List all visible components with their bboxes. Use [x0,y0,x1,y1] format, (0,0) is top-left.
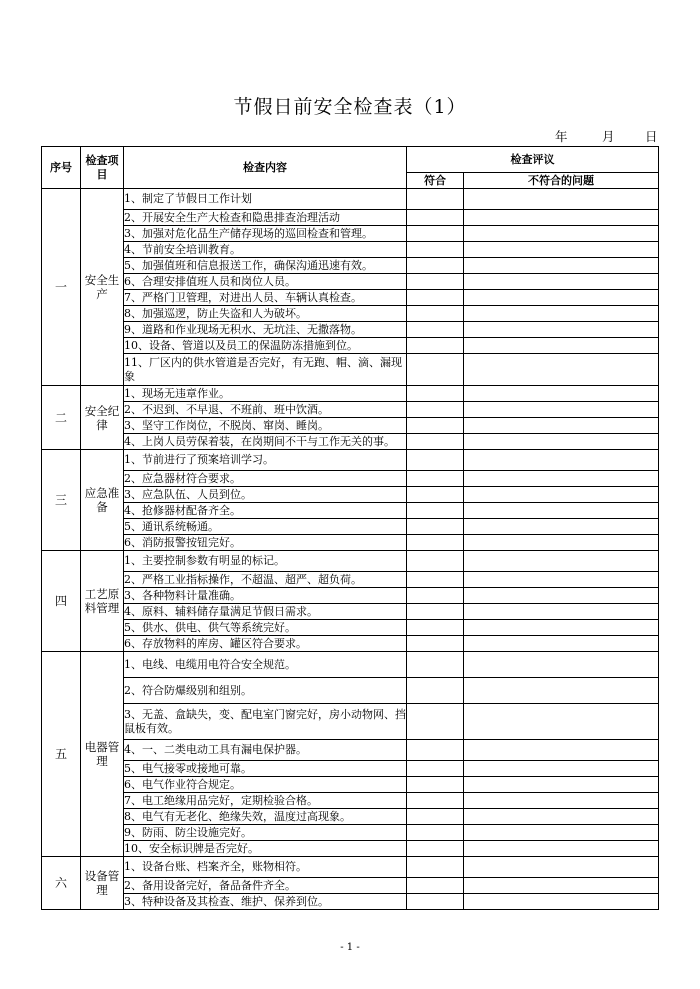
issue-cell[interactable] [464,354,659,386]
comply-cell[interactable] [407,354,464,386]
issue-cell[interactable] [464,274,659,290]
table-row [42,652,659,678]
table-row [42,878,659,894]
check-item: 1、电线、电缆用电符合安全规范。 [124,652,407,678]
comply-cell[interactable] [407,338,464,354]
comply-cell[interactable] [407,434,464,450]
table-row [42,809,659,825]
comply-cell[interactable] [407,652,464,678]
issue-cell[interactable] [464,551,659,572]
issue-cell[interactable] [464,258,659,274]
issue-cell[interactable] [464,450,659,471]
table-row [42,777,659,793]
issue-cell[interactable] [464,572,659,588]
comply-cell[interactable] [407,825,464,841]
comply-cell[interactable] [407,894,464,910]
comply-cell[interactable] [407,274,464,290]
comply-cell[interactable] [407,777,464,793]
table-row [42,242,659,258]
comply-cell[interactable] [407,210,464,226]
comply-cell[interactable] [407,761,464,777]
check-item: 6、消防报警按钮完好。 [124,535,407,551]
check-item: 2、严格工业指标操作，不超温、超严、超负荷。 [124,572,407,588]
table-row [42,503,659,519]
comply-cell[interactable] [407,572,464,588]
issue-cell[interactable] [464,793,659,809]
check-item: 9、道路和作业现场无积水、无坑洼、无撒落物。 [124,322,407,338]
issue-cell[interactable] [464,740,659,761]
table-row [42,226,659,242]
table-row [42,588,659,604]
table-row [42,354,659,386]
issue-cell[interactable] [464,588,659,604]
issue-cell[interactable] [464,894,659,910]
issue-cell[interactable] [464,761,659,777]
check-item: 3、加强对危化品生产储存现场的巡回检查和管理。 [124,226,407,242]
comply-cell[interactable] [407,226,464,242]
check-item: 2、符合防爆级别和组别。 [124,678,407,704]
check-item: 2、开展安全生产大检查和隐患排查治理活动 [124,210,407,226]
check-item: 2、备用设备完好，备品备件齐全。 [124,878,407,894]
check-item: 5、供水、供电、供气等系统完好。 [124,620,407,636]
comply-cell[interactable] [407,604,464,620]
check-item: 6、电气作业符合规定。 [124,777,407,793]
check-item: 1、节前进行了预案培训学习。 [124,450,407,471]
check-item: 3、坚守工作岗位，不脱岗、窜岗、睡岗。 [124,418,407,434]
issue-cell[interactable] [464,189,659,210]
table-row [42,678,659,704]
section-project: 安全生产 [81,189,124,386]
issue-cell[interactable] [464,322,659,338]
check-item: 7、严格门卫管理，对进出人员、车辆认真检查。 [124,290,407,306]
table-row [42,418,659,434]
table-row [42,793,659,809]
comply-cell[interactable] [407,793,464,809]
issue-cell[interactable] [464,434,659,450]
issue-cell[interactable] [464,652,659,678]
check-item: 4、原料、辅料储存量满足节假日需求。 [124,604,407,620]
comply-cell[interactable] [407,678,464,704]
table-row [42,189,659,210]
check-item: 3、应急队伍、人员到位。 [124,487,407,503]
table-row [42,450,659,471]
table-row [42,519,659,535]
check-item: 7、电工绝缘用品完好，定期检验合格。 [124,793,407,809]
comply-cell[interactable] [407,322,464,338]
header-project: 检查项目 [81,147,124,189]
table-row [42,535,659,551]
check-item: 4、一、二类电动工具有漏电保护器。 [124,740,407,761]
section-number: 四 [42,551,81,652]
table-row [42,322,659,338]
comply-cell[interactable] [407,519,464,535]
check-item: 8、电气有无老化、绝缘失效，温度过高现象。 [124,809,407,825]
header-no: 序号 [42,147,81,189]
comply-cell[interactable] [407,386,464,402]
check-item: 11、厂区内的供水管道是否完好，有无跑、帽、滴、漏现象 [124,354,407,386]
table-row [42,338,659,354]
comply-cell[interactable] [407,704,464,740]
check-item: 1、主要控制参数有明显的标记。 [124,551,407,572]
comply-cell[interactable] [407,857,464,878]
table-row [42,290,659,306]
comply-cell[interactable] [407,402,464,418]
check-item: 1、设备台账、档案齐全，账物相符。 [124,857,407,878]
page-title: 节假日前安全检查表（1） [233,96,467,118]
table-row [42,386,659,402]
issue-cell[interactable] [464,338,659,354]
issue-cell[interactable] [464,535,659,551]
table-row [42,471,659,487]
issue-cell[interactable] [464,878,659,894]
table-row [42,306,659,322]
table-row [42,825,659,841]
issue-cell[interactable] [464,704,659,740]
section-project: 电器管理 [81,652,124,857]
section-number: 一 [42,189,81,386]
check-item: 3、无盖、盒缺失，变、配电室门窗完好，房小动物网、挡鼠板有效。 [124,704,407,740]
header-review: 检查评议 [407,147,659,173]
check-item: 6、存放物料的库房、罐区符合要求。 [124,636,407,652]
table-row [42,274,659,290]
comply-cell[interactable] [407,258,464,274]
check-item: 5、通讯系统畅通。 [124,519,407,535]
check-item: 5、加强值班和信息报送工作，确保沟通迅速有效。 [124,258,407,274]
issue-cell[interactable] [464,857,659,878]
check-item: 4、节前安全培训教育。 [124,242,407,258]
comply-cell[interactable] [407,878,464,894]
comply-cell[interactable] [407,588,464,604]
check-item: 8、加强巡逻，防止失盗和人为破坏。 [124,306,407,322]
check-item: 3、各种物料计量准确。 [124,588,407,604]
check-item: 2、应急器材符合要求。 [124,471,407,487]
issue-cell[interactable] [464,226,659,242]
table-row [42,604,659,620]
comply-cell[interactable] [407,551,464,572]
table-row [42,551,659,572]
section-number: 六 [42,857,81,910]
issue-cell[interactable] [464,841,659,857]
issue-cell[interactable] [464,620,659,636]
header-comply: 符合 [407,173,464,189]
table-row [42,572,659,588]
check-item: 9、防雨、防尘设施完好。 [124,825,407,841]
comply-cell[interactable] [407,418,464,434]
comply-cell[interactable] [407,841,464,857]
date-month: 月 [602,129,615,144]
comply-cell[interactable] [407,450,464,471]
check-item: 3、特种设备及其检查、维护、保养到位。 [124,894,407,910]
issue-cell[interactable] [464,306,659,322]
issue-cell[interactable] [464,386,659,402]
issue-cell[interactable] [464,402,659,418]
table-row [42,841,659,857]
section-project: 安全纪律 [81,386,124,450]
comply-cell[interactable] [407,535,464,551]
check-item: 4、上岗人员劳保着装，在岗期间不干与工作无关的事。 [124,434,407,450]
comply-cell[interactable] [407,503,464,519]
section-project: 设备管理 [81,857,124,910]
comply-cell[interactable] [407,242,464,258]
table-row [42,704,659,740]
table-row [42,620,659,636]
table-row [42,857,659,878]
issue-cell[interactable] [464,471,659,487]
issue-cell[interactable] [464,519,659,535]
section-number: 三 [42,450,81,551]
table-row [42,487,659,503]
table-row [42,761,659,777]
issue-cell[interactable] [464,242,659,258]
issue-cell[interactable] [464,290,659,306]
comply-cell[interactable] [407,290,464,306]
table-row [42,894,659,910]
check-item: 2、不迟到、不早退、不班前、班中饮酒。 [124,402,407,418]
table-row [42,740,659,761]
table-row [42,636,659,652]
table-row [42,402,659,418]
date-year: 年 [555,129,568,144]
inspection-table [41,146,659,910]
comply-cell[interactable] [407,306,464,322]
comply-cell[interactable] [407,636,464,652]
date-day: 日 [645,129,658,144]
issue-cell[interactable] [464,210,659,226]
issue-cell[interactable] [464,809,659,825]
issue-cell[interactable] [464,418,659,434]
table-row [42,210,659,226]
issue-cell[interactable] [464,636,659,652]
check-item: 5、电气接零或接地可靠。 [124,761,407,777]
comply-cell[interactable] [407,809,464,825]
comply-cell[interactable] [407,189,464,210]
issue-cell[interactable] [464,604,659,620]
section-number: 五 [42,652,81,857]
header-issues: 不符合的问题 [464,173,659,189]
issue-cell[interactable] [464,487,659,503]
comply-cell[interactable] [407,487,464,503]
table-row [42,258,659,274]
check-item: 1、制定了节假日工作计划 [124,189,407,210]
issue-cell[interactable] [464,503,659,519]
page-number: - 1 - [340,942,360,953]
section-project: 应急准备 [81,450,124,551]
check-item: 10、安全标识牌是否完好。 [124,841,407,857]
issue-cell[interactable] [464,777,659,793]
table-body [42,189,659,910]
section-number: 二 [42,386,81,450]
check-item: 4、抢修器材配备齐全。 [124,503,407,519]
check-item: 10、设备、管道以及员工的保温防冻措施到位。 [124,338,407,354]
issue-cell[interactable] [464,678,659,704]
comply-cell[interactable] [407,740,464,761]
check-item: 6、合理安排值班人员和岗位人员。 [124,274,407,290]
check-item: 1、现场无违章作业。 [124,386,407,402]
comply-cell[interactable] [407,620,464,636]
table-row [42,434,659,450]
comply-cell[interactable] [407,471,464,487]
issue-cell[interactable] [464,825,659,841]
section-project: 工艺原料管理 [81,551,124,652]
header-content: 检查内容 [124,147,407,189]
